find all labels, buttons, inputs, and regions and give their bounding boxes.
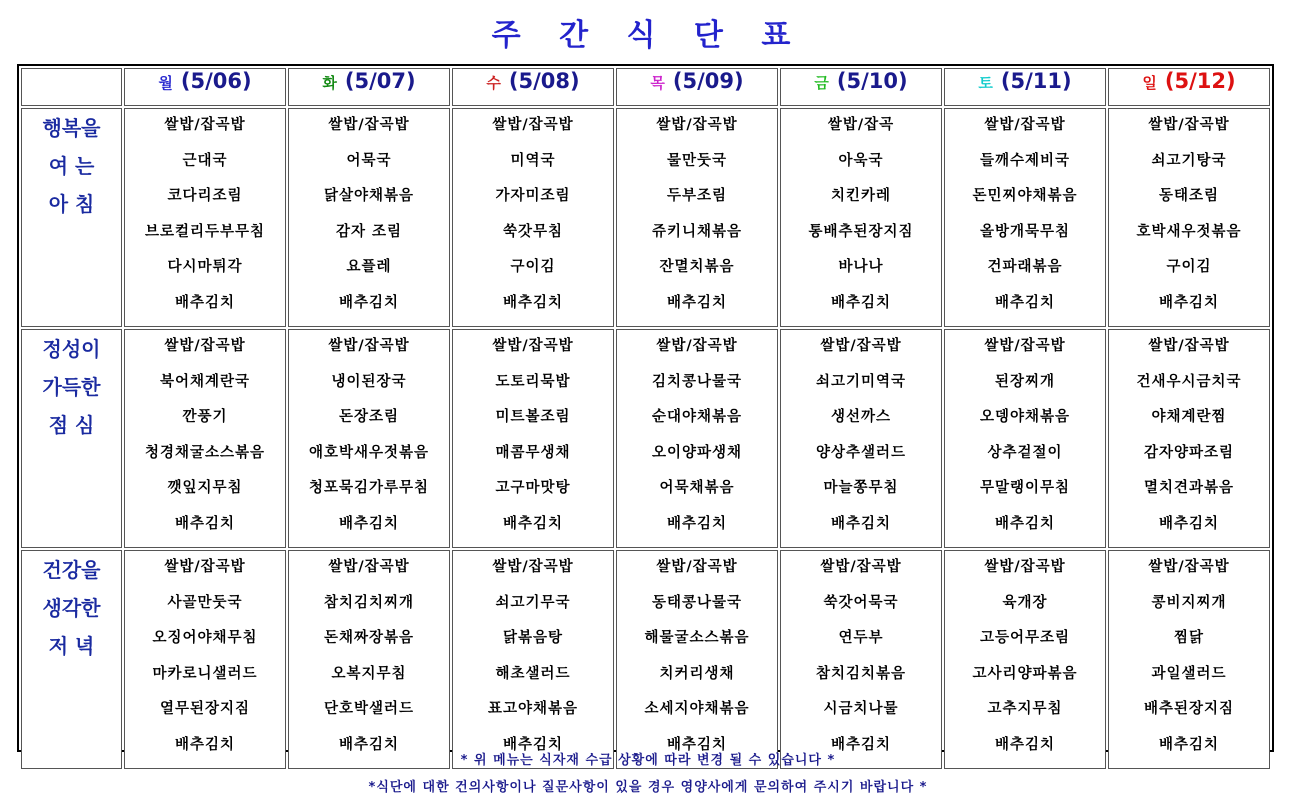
day-date: (5/10): [836, 69, 908, 93]
menu-item: 양상추샐러드: [815, 444, 907, 461]
menu-item: 감자양파조림: [1143, 444, 1235, 461]
menu-item: 야채계란찜: [1151, 409, 1227, 425]
menu-item: 건새우시금치국: [1136, 373, 1242, 390]
menu-item: 가자미조림: [495, 188, 571, 204]
day-header: [944, 68, 1106, 106]
menu-item: 감자 조림: [335, 223, 403, 240]
menu-item: 오뎅야채볶음: [979, 409, 1071, 425]
menu-item: 잔멸치볶음: [659, 259, 735, 275]
menu-item: 찜닭: [1173, 630, 1204, 646]
menu-item: 소세지야채볶음: [644, 701, 750, 717]
menu-item: 북어채계란국: [159, 373, 251, 390]
menu-item: 닭살야채볶음: [323, 188, 415, 204]
meal-label-line: 여 는: [48, 154, 95, 178]
corner-cell: [21, 68, 122, 106]
menu-item: 쌀밥/잡곡: [827, 117, 895, 133]
menu-item: 쌀밥/잡곡밥: [492, 559, 574, 575]
menu-item: 통배추된장지짐: [808, 223, 914, 240]
menu-item: 쌀밥/잡곡밥: [656, 117, 738, 133]
menu-cell: [944, 550, 1106, 769]
menu-item: 마늘쫑무침: [823, 480, 899, 496]
menu-item: 참치김치찌개: [323, 594, 415, 611]
menu-item: 냉이된장국: [331, 373, 407, 390]
menu-cell: [452, 108, 614, 327]
menu-item: 연두부: [838, 630, 884, 646]
menu-item: 쇠고기탕국: [1151, 152, 1227, 169]
meal-label-line: 점 심: [48, 413, 95, 437]
menu-item: 쌀밥/잡곡밥: [1148, 117, 1230, 133]
menu-item: 배추김치: [502, 736, 564, 753]
menu-cell: [780, 329, 942, 548]
menu-item: 쇠고기미역국: [815, 373, 907, 390]
menu-cell: [124, 329, 286, 548]
menu-item: 순대야채볶음: [651, 409, 743, 425]
menu-item: 쌀밥/잡곡밥: [984, 117, 1066, 133]
menu-item: 참치김치볶음: [815, 665, 907, 682]
menu-item: 깻잎지무침: [167, 480, 243, 496]
meal-row: [21, 108, 1270, 327]
menu-item: 치킨카레: [830, 188, 892, 204]
meal-label-line: 행복을: [42, 116, 101, 140]
footnote-change-notice: * 위 메뉴는 식자재 수급 상황에 따라 변경 될 수 있습니다 *: [460, 753, 836, 768]
day-date: (5/09): [672, 69, 744, 93]
menu-cell: [616, 108, 778, 327]
menu-cell: [452, 329, 614, 548]
menu-item: 배추김치: [338, 736, 400, 753]
menu-item: 쌀밥/잡곡밥: [820, 559, 902, 575]
menu-item: 도토리묵밥: [495, 373, 571, 390]
menu-item: 쌀밥/잡곡밥: [328, 559, 410, 575]
menu-item: 다시마튀각: [167, 259, 243, 275]
menu-item: 배추김치: [666, 736, 728, 753]
menu-item: 상추겉절이: [987, 444, 1063, 461]
menu-item: 배추김치: [174, 736, 236, 753]
menu-item: 무말랭이무침: [979, 480, 1071, 496]
meal-label: [21, 329, 122, 548]
menu-item: 과일샐러드: [1151, 665, 1227, 682]
day-header: [780, 68, 942, 106]
menu-item: 오복지무침: [331, 665, 407, 682]
menu-item: 치커리생채: [659, 665, 735, 682]
day-header: [288, 68, 450, 106]
menu-item: 매콤무생채: [495, 444, 571, 461]
menu-item: 사골만둣국: [167, 594, 243, 611]
menu-item: 고등어무조림: [979, 630, 1071, 646]
menu-item: 멸치견과볶음: [1143, 480, 1235, 496]
menu-item: 브로컬리두부무침: [144, 223, 266, 240]
menu-item: 김치콩나물국: [651, 373, 743, 390]
menu-cell: [124, 550, 286, 769]
menu-item: 배추김치: [994, 736, 1056, 753]
menu-item: 호박새우젓볶음: [1136, 223, 1242, 240]
menu-cell: [288, 550, 450, 769]
menu-item: 동태조림: [1158, 188, 1220, 204]
day-header: [616, 68, 778, 106]
menu-item: 시금치나물: [823, 701, 899, 717]
menu-item: 쌀밥/잡곡밥: [328, 338, 410, 354]
menu-item: 두부조림: [666, 188, 728, 204]
day-badge-icon: 토: [978, 73, 993, 92]
menu-item: 쌀밥/잡곡밥: [492, 117, 574, 133]
menu-item: 배추김치: [666, 294, 728, 311]
menu-item: 배추김치: [174, 294, 236, 311]
menu-item: 오이양파생채: [651, 444, 743, 461]
meal-label: [21, 550, 122, 769]
menu-item: 쌀밥/잡곡밥: [820, 338, 902, 354]
meal-label-line: 정성이: [42, 337, 101, 361]
meal-label-line: 아 침: [48, 192, 95, 216]
menu-item: 돈민찌야채볶음: [972, 188, 1078, 204]
menu-item: 쌀밥/잡곡밥: [164, 559, 246, 575]
menu-item: 고추지무침: [987, 701, 1063, 717]
menu-item: 오징어야채무침: [152, 630, 258, 646]
menu-item: 해초샐러드: [495, 665, 571, 682]
day-badge-icon: 일: [1142, 73, 1157, 92]
menu-cell: [616, 550, 778, 769]
menu-item: 닭볶음탕: [502, 630, 564, 646]
meal-label: [21, 108, 122, 327]
menu-item: 배추김치: [994, 294, 1056, 311]
menu-item: 어묵국: [346, 152, 392, 169]
menu-item: 쌀밥/잡곡밥: [656, 559, 738, 575]
menu-cell: [452, 550, 614, 769]
menu-item: 육개장: [1002, 594, 1048, 611]
day-badge-icon: 화: [322, 73, 337, 92]
menu-cell: [1108, 550, 1270, 769]
menu-item: 열무된장지짐: [159, 701, 251, 717]
menu-item: 요플레: [346, 259, 392, 275]
menu-item: 배추김치: [1158, 294, 1220, 311]
menu-item: 들깨수제비국: [979, 152, 1071, 169]
menu-item: 쌀밥/잡곡밥: [164, 117, 246, 133]
menu-item: 청포묵김가루무침: [308, 480, 430, 496]
menu-item: 배추김치: [502, 294, 564, 311]
menu-item: 콩비지찌개: [1151, 594, 1227, 611]
menu-item: 배추김치: [1158, 736, 1220, 753]
menu-item: 쇠고기무국: [495, 594, 571, 611]
menu-item: 배추김치: [666, 515, 728, 532]
menu-item: 구이김: [1166, 259, 1212, 275]
meal-label-line: 건강을: [42, 558, 101, 582]
day-date: (5/06): [180, 69, 252, 93]
menu-item: 미역국: [510, 152, 556, 169]
menu-item: 배추김치: [994, 515, 1056, 532]
menu-item: 단호박샐러드: [323, 701, 415, 717]
menu-item: 애호박새우젓볶음: [308, 444, 430, 461]
menu-item: 배추김치: [830, 736, 892, 753]
menu-item: 쌀밥/잡곡밥: [1148, 338, 1230, 354]
menu-item: 동태콩나물국: [651, 594, 743, 611]
menu-cell: [616, 329, 778, 548]
menu-item: 돈채짜장볶음: [323, 630, 415, 646]
day-badge-icon: 금: [814, 73, 829, 92]
menu-cell: [944, 329, 1106, 548]
menu-item: 쥬키니채볶음: [651, 223, 743, 240]
menu-table: [17, 64, 1274, 752]
menu-item: 쌀밥/잡곡밥: [1148, 559, 1230, 575]
page-title: 주 간 식 단 표: [491, 18, 805, 53]
menu-item: 어묵채볶음: [659, 480, 735, 496]
menu-item: 배추된장지짐: [1143, 701, 1235, 717]
menu-item: 건파래볶음: [987, 259, 1063, 275]
menu-item: 해물굴소스볶음: [644, 630, 750, 646]
menu-cell: [288, 329, 450, 548]
menu-item: 쌀밥/잡곡밥: [492, 338, 574, 354]
meal-row: [21, 329, 1270, 548]
menu-item: 마카로니샐러드: [152, 665, 258, 682]
day-header: [452, 68, 614, 106]
menu-item: 된장찌개: [994, 373, 1056, 390]
menu-cell: [1108, 329, 1270, 548]
menu-item: 배추김치: [338, 515, 400, 532]
menu-item: 깐풍기: [182, 409, 228, 425]
day-date: (5/08): [508, 69, 580, 93]
menu-item: 표고야채볶음: [487, 701, 579, 717]
menu-item: 돈장조림: [338, 409, 400, 425]
menu-item: 배추김치: [1158, 515, 1220, 532]
menu-item: 근대국: [182, 152, 228, 169]
menu-item: 생선까스: [830, 409, 892, 425]
day-badge-icon: 목: [650, 73, 665, 92]
menu-item: 쑥갓무침: [502, 223, 564, 240]
menu-item: 배추김치: [502, 515, 564, 532]
menu-item: 바나나: [838, 259, 884, 275]
menu-item: 고사리양파볶음: [972, 665, 1078, 682]
menu-item: 쌀밥/잡곡밥: [984, 338, 1066, 354]
menu-item: 고구마맛탕: [495, 480, 571, 496]
menu-cell: [944, 108, 1106, 327]
day-date: (5/07): [344, 69, 416, 93]
menu-cell: [288, 108, 450, 327]
meal-label-line: 저 녁: [48, 634, 95, 658]
menu-item: 아욱국: [838, 152, 884, 169]
menu-item: 미트볼조림: [495, 409, 571, 425]
meal-label-line: 가득한: [42, 375, 101, 399]
menu-item: 청경채굴소스볶음: [144, 444, 266, 461]
menu-item: 배추김치: [174, 515, 236, 532]
footnote-contact-notice: *식단에 대한 건의사항이나 질문사항이 있을 경우 영양사에게 문의하여 주시기 바랍니다 *: [368, 780, 928, 795]
menu-item: 올방개묵무침: [979, 223, 1071, 240]
menu-item: 쌀밥/잡곡밥: [656, 338, 738, 354]
day-badge-icon: 수: [486, 73, 501, 92]
day-date: (5/11): [1000, 69, 1072, 93]
menu-item: 배추김치: [338, 294, 400, 311]
menu-item: 배추김치: [830, 294, 892, 311]
menu-cell: [780, 108, 942, 327]
menu-cell: [124, 108, 286, 327]
menu-item: 쌀밥/잡곡밥: [164, 338, 246, 354]
menu-item: 쌀밥/잡곡밥: [984, 559, 1066, 575]
menu-cell: [1108, 108, 1270, 327]
menu-item: 배추김치: [830, 515, 892, 532]
day-date: (5/12): [1164, 69, 1236, 93]
menu-item: 코다리조림: [167, 188, 243, 204]
menu-item: 물만둣국: [666, 152, 728, 169]
meal-label-line: 생각한: [42, 596, 101, 620]
menu-item: 구이김: [510, 259, 556, 275]
day-header: [1108, 68, 1270, 106]
meal-row: [21, 550, 1270, 769]
menu-item: 쌀밥/잡곡밥: [328, 117, 410, 133]
menu-item: 쑥갓어묵국: [823, 594, 899, 611]
day-header: [124, 68, 286, 106]
day-badge-icon: 월: [158, 73, 173, 92]
menu-cell: [780, 550, 942, 769]
